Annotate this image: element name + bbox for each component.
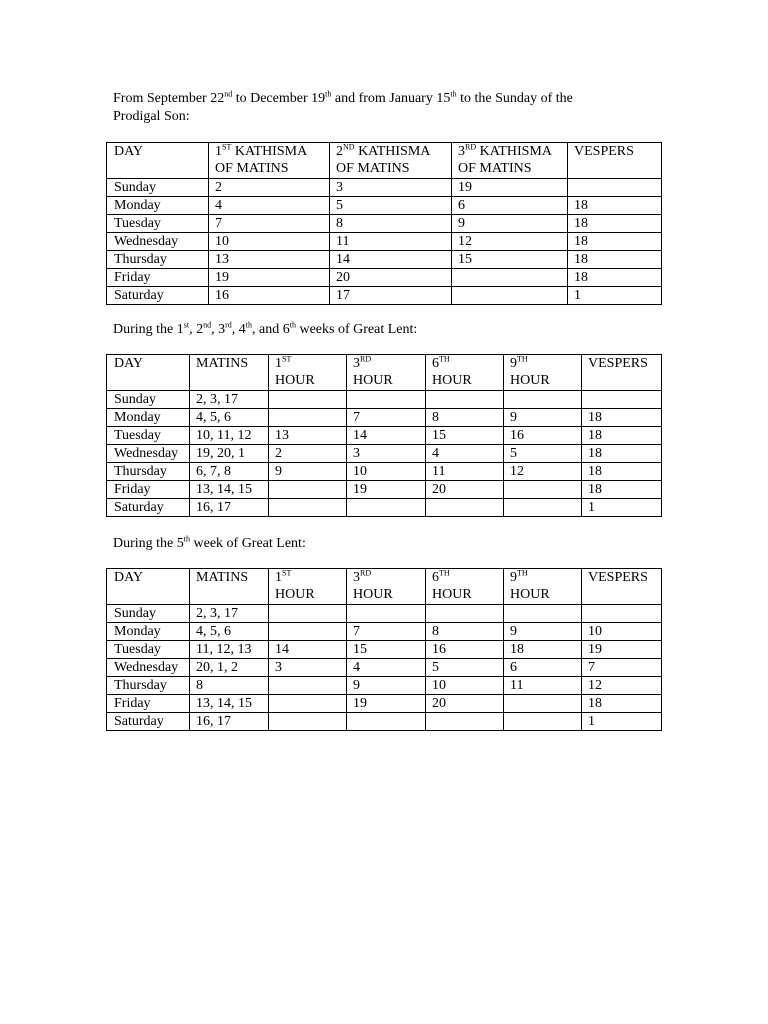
table-row — [107, 445, 662, 463]
header-kathisma-3: 3RD KATHISMA OF MATINS — [452, 143, 568, 179]
value-cell — [269, 695, 347, 713]
value-cell: 14 — [347, 427, 426, 445]
value-cell: 18 — [582, 427, 662, 445]
value-cell: 6 — [504, 659, 582, 677]
day-cell: Saturday — [107, 287, 209, 305]
table-row — [107, 269, 662, 287]
value-cell: 7 — [347, 409, 426, 427]
value-cell: 1 — [568, 287, 662, 305]
table-row — [107, 695, 662, 713]
value-cell: 12 — [582, 677, 662, 695]
value-cell — [269, 713, 347, 731]
value-cell: 8 — [330, 215, 452, 233]
value-cell: 13, 14, 15 — [190, 695, 269, 713]
value-cell: 5 — [330, 197, 452, 215]
value-cell — [269, 481, 347, 499]
section1-intro-line2: Prodigal Son: — [113, 109, 190, 124]
header-1st-hour: 1ST HOUR — [269, 569, 347, 605]
table-row — [107, 179, 662, 197]
header-9th-hour: 9TH HOUR — [504, 569, 582, 605]
value-cell: 13, 14, 15 — [190, 481, 269, 499]
value-cell: 4, 5, 6 — [190, 409, 269, 427]
value-cell: 10 — [209, 233, 330, 251]
day-cell: Friday — [107, 481, 190, 499]
value-cell — [269, 391, 347, 409]
header-matins: MATINS — [190, 355, 269, 391]
value-cell — [582, 605, 662, 623]
value-cell: 12 — [452, 233, 568, 251]
header-9th-hour: 9TH HOUR — [504, 355, 582, 391]
value-cell: 18 — [504, 641, 582, 659]
value-cell: 1 — [582, 499, 662, 517]
day-cell: Saturday — [107, 713, 190, 731]
value-cell: 16 — [426, 641, 504, 659]
table-header-row — [107, 143, 662, 179]
header-kathisma-2: 2ND KATHISMA OF MATINS — [330, 143, 452, 179]
value-cell: 5 — [426, 659, 504, 677]
value-cell: 10, 11, 12 — [190, 427, 269, 445]
day-cell: Wednesday — [107, 233, 209, 251]
header-6th-hour: 6TH HOUR — [426, 569, 504, 605]
day-cell: Sunday — [107, 179, 209, 197]
value-cell: 19 — [347, 695, 426, 713]
day-cell: Thursday — [107, 677, 190, 695]
value-cell: 18 — [568, 215, 662, 233]
header-day: DAY — [107, 143, 209, 179]
value-cell: 18 — [582, 445, 662, 463]
value-cell: 18 — [568, 269, 662, 287]
table-row — [107, 197, 662, 215]
section2-intro: During the 1st, 2nd, 3rd, 4th, and 6th weeks of Great Lent: — [113, 320, 418, 337]
value-cell: 4, 5, 6 — [190, 623, 269, 641]
table-row — [107, 215, 662, 233]
value-cell — [504, 481, 582, 499]
day-cell: Monday — [107, 623, 190, 641]
value-cell: 16, 17 — [190, 499, 269, 517]
value-cell: 9 — [347, 677, 426, 695]
value-cell: 11 — [426, 463, 504, 481]
day-cell: Saturday — [107, 499, 190, 517]
section1-intro — [113, 90, 573, 126]
value-cell — [426, 391, 504, 409]
value-cell: 11, 12, 13 — [190, 641, 269, 659]
day-cell: Tuesday — [107, 641, 190, 659]
table-row — [107, 427, 662, 445]
table-row — [107, 391, 662, 409]
value-cell: 9 — [452, 215, 568, 233]
section3-intro: During the 5th week of Great Lent: — [113, 534, 306, 551]
value-cell: 20, 1, 2 — [190, 659, 269, 677]
value-cell: 3 — [347, 445, 426, 463]
table-row — [107, 499, 662, 517]
value-cell — [269, 409, 347, 427]
value-cell: 18 — [568, 197, 662, 215]
value-cell: 15 — [452, 251, 568, 269]
header-3rd-hour: 3RD HOUR — [347, 355, 426, 391]
day-cell: Friday — [107, 695, 190, 713]
value-cell — [568, 179, 662, 197]
lent-week5-table — [106, 568, 662, 731]
value-cell: 1 — [582, 713, 662, 731]
header-day: DAY — [107, 569, 190, 605]
value-cell: 15 — [347, 641, 426, 659]
table-header-row — [107, 355, 662, 391]
value-cell: 16, 17 — [190, 713, 269, 731]
table-row — [107, 481, 662, 499]
value-cell — [269, 499, 347, 517]
value-cell: 19 — [452, 179, 568, 197]
value-cell: 6, 7, 8 — [190, 463, 269, 481]
day-cell: Monday — [107, 197, 209, 215]
value-cell — [347, 605, 426, 623]
value-cell — [347, 391, 426, 409]
value-cell: 2 — [269, 445, 347, 463]
value-cell — [426, 605, 504, 623]
value-cell: 2, 3, 17 — [190, 605, 269, 623]
value-cell: 4 — [209, 197, 330, 215]
value-cell: 7 — [209, 215, 330, 233]
value-cell — [504, 391, 582, 409]
table-row — [107, 677, 662, 695]
lent-weeks-table — [106, 354, 662, 517]
value-cell: 19 — [209, 269, 330, 287]
value-cell: 7 — [582, 659, 662, 677]
value-cell: 8 — [426, 409, 504, 427]
value-cell: 18 — [568, 251, 662, 269]
header-vespers: VESPERS — [582, 355, 662, 391]
value-cell — [452, 269, 568, 287]
value-cell: 11 — [330, 233, 452, 251]
value-cell — [452, 287, 568, 305]
value-cell: 18 — [582, 463, 662, 481]
day-cell: Thursday — [107, 251, 209, 269]
day-cell: Wednesday — [107, 445, 190, 463]
value-cell: 20 — [426, 481, 504, 499]
day-cell: Sunday — [107, 605, 190, 623]
value-cell: 6 — [452, 197, 568, 215]
header-3rd-hour: 3RD HOUR — [347, 569, 426, 605]
table-row — [107, 641, 662, 659]
header-vespers: VESPERS — [582, 569, 662, 605]
header-matins: MATINS — [190, 569, 269, 605]
value-cell — [269, 623, 347, 641]
header-kathisma-1: 1ST KATHISMA OF MATINS — [209, 143, 330, 179]
value-cell: 9 — [269, 463, 347, 481]
header-6th-hour: 6TH HOUR — [426, 355, 504, 391]
value-cell — [504, 695, 582, 713]
value-cell: 7 — [347, 623, 426, 641]
value-cell: 5 — [504, 445, 582, 463]
table-row — [107, 251, 662, 269]
value-cell — [347, 499, 426, 517]
day-cell: Tuesday — [107, 427, 190, 445]
day-cell: Wednesday — [107, 659, 190, 677]
value-cell — [269, 605, 347, 623]
day-cell: Friday — [107, 269, 209, 287]
value-cell: 18 — [582, 695, 662, 713]
value-cell: 9 — [504, 623, 582, 641]
value-cell: 12 — [504, 463, 582, 481]
table-row — [107, 463, 662, 481]
value-cell: 16 — [504, 427, 582, 445]
value-cell: 18 — [582, 409, 662, 427]
value-cell: 16 — [209, 287, 330, 305]
table-row — [107, 409, 662, 427]
header-vespers: VESPERS — [568, 143, 662, 179]
value-cell: 2 — [209, 179, 330, 197]
value-cell: 2, 3, 17 — [190, 391, 269, 409]
value-cell: 8 — [426, 623, 504, 641]
kathisma-table-regular — [106, 142, 662, 305]
value-cell: 10 — [582, 623, 662, 641]
table-row — [107, 713, 662, 731]
value-cell: 18 — [568, 233, 662, 251]
header-1st-hour: 1ST HOUR — [269, 355, 347, 391]
value-cell — [426, 499, 504, 517]
section1-intro-line1: From September 22nd to December 19th and from January 15th to the Sunday of the — [113, 89, 573, 106]
value-cell: 8 — [190, 677, 269, 695]
value-cell — [426, 713, 504, 731]
value-cell — [582, 391, 662, 409]
table-header-row — [107, 569, 662, 605]
value-cell: 19, 20, 1 — [190, 445, 269, 463]
value-cell: 10 — [426, 677, 504, 695]
value-cell — [504, 713, 582, 731]
table-row — [107, 233, 662, 251]
value-cell: 18 — [582, 481, 662, 499]
table-row — [107, 287, 662, 305]
day-cell: Thursday — [107, 463, 190, 481]
value-cell: 9 — [504, 409, 582, 427]
value-cell: 17 — [330, 287, 452, 305]
value-cell: 4 — [347, 659, 426, 677]
table-row — [107, 623, 662, 641]
value-cell: 14 — [269, 641, 347, 659]
table-row — [107, 605, 662, 623]
day-cell: Tuesday — [107, 215, 209, 233]
value-cell: 20 — [330, 269, 452, 287]
value-cell: 14 — [330, 251, 452, 269]
table-row — [107, 659, 662, 677]
value-cell: 19 — [582, 641, 662, 659]
value-cell — [347, 713, 426, 731]
day-cell: Monday — [107, 409, 190, 427]
value-cell: 3 — [269, 659, 347, 677]
value-cell: 4 — [426, 445, 504, 463]
value-cell: 10 — [347, 463, 426, 481]
value-cell — [504, 605, 582, 623]
value-cell — [504, 499, 582, 517]
value-cell: 15 — [426, 427, 504, 445]
day-cell: Sunday — [107, 391, 190, 409]
value-cell: 3 — [330, 179, 452, 197]
value-cell: 13 — [209, 251, 330, 269]
value-cell: 11 — [504, 677, 582, 695]
value-cell: 20 — [426, 695, 504, 713]
value-cell: 19 — [347, 481, 426, 499]
value-cell: 13 — [269, 427, 347, 445]
header-day: DAY — [107, 355, 190, 391]
value-cell — [269, 677, 347, 695]
